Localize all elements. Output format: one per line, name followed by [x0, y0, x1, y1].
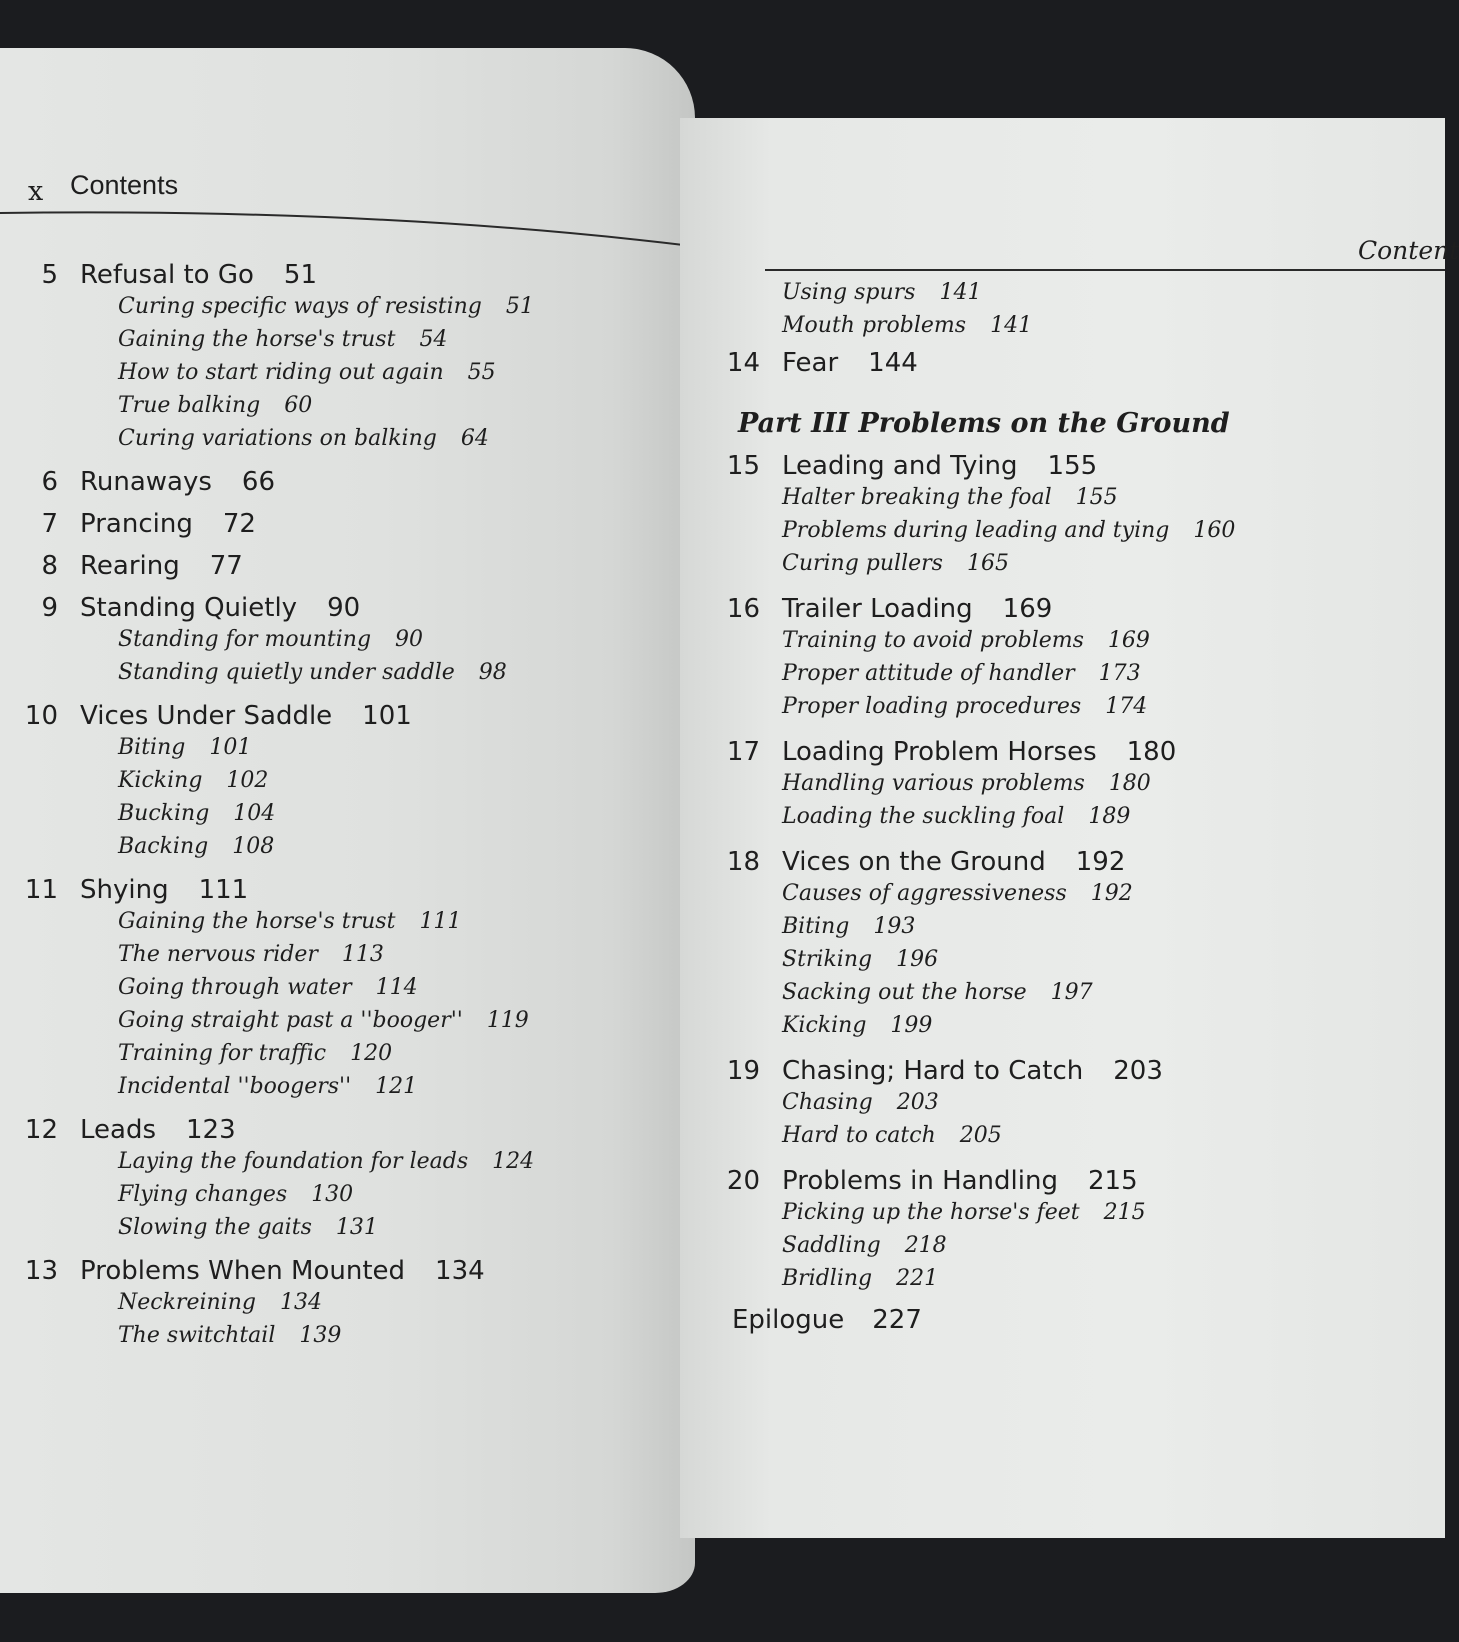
- chapter-page: 90: [327, 593, 361, 623]
- chapter-title: Vices on the Ground: [782, 847, 1046, 877]
- subentry-title: Going straight past a ''booger'': [118, 1008, 463, 1033]
- toc-subentry: [782, 767, 1440, 800]
- subentry-title: Proper attitude of handler: [782, 661, 1075, 686]
- toc-subentry: [782, 943, 1440, 976]
- toc-subentry: [782, 1119, 1440, 1152]
- toc-chapter: [720, 594, 1440, 624]
- subentry-title: Gaining the horse's trust: [118, 909, 396, 934]
- chapter-title: Runaways: [80, 467, 212, 497]
- chapter-page: 203: [1113, 1056, 1163, 1086]
- toc-subentry: [118, 1211, 678, 1244]
- toc-subentry: [782, 690, 1440, 723]
- subentry-title: The nervous rider: [118, 942, 318, 967]
- toc-chapter: [720, 451, 1440, 481]
- toc-subentry: [118, 1145, 678, 1178]
- toc-subentry: [118, 971, 678, 1004]
- subentry-title: Proper loading procedures: [782, 694, 1082, 719]
- toc-subentry: [782, 657, 1440, 690]
- running-head: Contents: [70, 170, 179, 200]
- toc-subentry: [118, 656, 678, 689]
- toc-subentry: [118, 938, 678, 971]
- chapter-number: 17: [726, 737, 760, 767]
- subentry-title: Curing pullers: [782, 551, 943, 576]
- toc-subentry: [782, 1262, 1440, 1295]
- subentry-title: Saddling: [782, 1233, 881, 1258]
- subentry-page: 180: [1108, 771, 1151, 796]
- epilogue-title: Epilogue: [732, 1305, 845, 1335]
- subentry-title: Standing for mounting: [118, 627, 372, 652]
- chapter-number: 14: [726, 348, 760, 378]
- toc-chapter: [18, 593, 678, 623]
- subentry-title: How to start riding out again: [118, 360, 444, 385]
- toc-chapter-block: [18, 1256, 678, 1352]
- toc-subentry: [118, 290, 678, 323]
- toc-chapter-block: [720, 1166, 1440, 1295]
- subentry-page: 199: [890, 1013, 933, 1038]
- subentry-page: 131: [335, 1215, 378, 1240]
- subentry-title: Bucking: [118, 801, 210, 826]
- chapter-number: 19: [726, 1056, 760, 1086]
- toc-subentry: [118, 623, 678, 656]
- chapter-title: Leads: [80, 1115, 157, 1145]
- toc-chapter-block: [720, 737, 1440, 833]
- subentry-title: Sacking out the horse: [782, 980, 1027, 1005]
- chapter-number: 16: [726, 594, 760, 624]
- chapter-page: 155: [1047, 451, 1098, 481]
- subentry-page: 101: [209, 735, 252, 760]
- toc-subentry: [782, 1009, 1440, 1042]
- subentry-title: Handling various problems: [782, 771, 1085, 796]
- subentry-page: 169: [1107, 628, 1150, 653]
- subentry-page: 215: [1103, 1200, 1146, 1225]
- toc-subentry: [118, 830, 678, 863]
- continued-entries: [720, 276, 1440, 342]
- subentry-title: Kicking: [782, 1013, 867, 1038]
- subentry-title: Biting: [118, 735, 186, 760]
- chapter-page: 72: [222, 509, 256, 539]
- subentry-page: 197: [1050, 980, 1093, 1005]
- subentry-page: 192: [1090, 881, 1133, 906]
- toc-chapter-block: [18, 1115, 678, 1244]
- subentry-page: 189: [1088, 804, 1131, 829]
- toc-subentry: [782, 309, 1440, 342]
- subentry-page: 205: [959, 1123, 1002, 1148]
- chapter-title: Refusal to Go: [80, 260, 254, 290]
- toc-subentry: [118, 731, 678, 764]
- toc-subentry: [782, 1086, 1440, 1119]
- toc-chapter-block: [18, 593, 678, 689]
- header-rule: [765, 269, 1445, 271]
- subentry-title: Biting: [782, 914, 850, 939]
- chapter-title: Loading Problem Horses: [782, 737, 1097, 767]
- subentry-page: 119: [486, 1008, 529, 1033]
- toc-subentry: [782, 800, 1440, 833]
- subentry-page: 124: [492, 1149, 535, 1174]
- toc-subentry: [118, 905, 678, 938]
- chapter-page: 51: [283, 260, 318, 290]
- chapter-number: 13: [24, 1256, 58, 1286]
- subentry-page: 141: [939, 280, 982, 305]
- subentry-page: 120: [350, 1041, 393, 1066]
- toc-subentry: [118, 1070, 678, 1103]
- chapter-number: 5: [41, 260, 58, 290]
- toc-chapter: [720, 847, 1440, 877]
- toc-subentry: [118, 1037, 678, 1070]
- toc-chapter-block: [18, 701, 678, 863]
- subentry-title: Kicking: [118, 768, 203, 793]
- subentry-title: Incidental ''boogers'': [118, 1074, 352, 1099]
- toc-right: [720, 276, 1440, 1335]
- subentry-page: 104: [233, 801, 276, 826]
- subentry-title: Training to avoid problems: [782, 628, 1084, 653]
- subentry-page: 130: [311, 1182, 354, 1207]
- toc-chapter-block: [18, 875, 678, 1103]
- toc-subentry: [118, 356, 678, 389]
- toc-subentry: [118, 422, 678, 455]
- chapter-title: Shying: [80, 875, 169, 905]
- subentry-page: 155: [1075, 485, 1118, 510]
- chapter-number: 9: [41, 593, 58, 623]
- toc-subentry: [118, 1319, 678, 1352]
- subentry-page: 55: [467, 360, 496, 385]
- toc-chapter: [720, 1166, 1440, 1196]
- chapter-title: Standing Quietly: [80, 593, 298, 623]
- left-page: [0, 48, 695, 1593]
- subentry-title: Chasing: [782, 1090, 873, 1115]
- subentry-title: Going through water: [118, 975, 352, 1000]
- part-heading: Part III Problems on the Ground: [738, 408, 1230, 439]
- toc-subentry: [118, 797, 678, 830]
- toc-chapter: [720, 1056, 1440, 1086]
- subentry-title: Curing specific ways of resisting: [118, 294, 482, 319]
- subentry-page: 221: [896, 1266, 939, 1291]
- subentry-page: 64: [460, 426, 489, 451]
- subentry-page: 218: [904, 1233, 947, 1258]
- toc-subentry: [118, 764, 678, 797]
- chapter-title: Prancing: [80, 509, 193, 539]
- subentry-page: 174: [1105, 694, 1148, 719]
- subentry-title: Mouth problems: [782, 313, 967, 338]
- subentry-page: 113: [341, 942, 384, 967]
- subentry-title: Using spurs: [782, 280, 916, 305]
- toc-chapter: [18, 551, 678, 581]
- right-page: [680, 118, 1459, 1538]
- toc-subentry: [782, 877, 1440, 910]
- subentry-page: 193: [873, 914, 916, 939]
- subentry-title: Neckreining: [118, 1290, 256, 1315]
- chapter-number: 18: [726, 847, 760, 877]
- toc-subentry: [782, 481, 1440, 514]
- subentry-page: 160: [1193, 518, 1236, 543]
- page-number: x: [28, 176, 44, 207]
- subentry-title: Problems during leading and tying: [782, 518, 1170, 543]
- subentry-page: 108: [232, 834, 275, 859]
- chapter-number: 11: [24, 875, 58, 905]
- subentry-page: 111: [419, 909, 462, 934]
- toc-subentry: [782, 1229, 1440, 1262]
- toc-chapter-block: [720, 847, 1440, 1042]
- toc-subentry: [118, 323, 678, 356]
- toc-chapter-block: [18, 260, 678, 455]
- toc-chapter: [18, 1115, 678, 1145]
- subentry-page: 102: [226, 768, 269, 793]
- chapter-title: Rearing: [80, 551, 180, 581]
- chapter-page: 215: [1087, 1166, 1138, 1196]
- subentry-page: 51: [505, 294, 534, 319]
- toc-subentry: [782, 624, 1440, 657]
- subentry-page: 90: [395, 627, 424, 652]
- subentry-title: Standing quietly under saddle: [118, 660, 455, 685]
- subentry-page: 165: [966, 551, 1009, 576]
- chapter-title: Trailer Loading: [782, 594, 973, 624]
- subentry-title: Flying changes: [118, 1182, 288, 1207]
- toc-chapter-block: [720, 1056, 1440, 1152]
- subentry-title: Curing variations on balking: [118, 426, 437, 451]
- toc-subentry: [118, 1178, 678, 1211]
- chapter-number: 20: [726, 1166, 760, 1196]
- subentry-title: Hard to catch: [782, 1123, 936, 1148]
- chapter-number: 10: [24, 701, 58, 731]
- subentry-page: 139: [299, 1323, 342, 1348]
- toc-chapter: [18, 875, 678, 905]
- subentry-title: Loading the suckling foal: [782, 804, 1065, 829]
- chapter-page: 169: [1002, 594, 1053, 624]
- chapter-title: Problems in Handling: [782, 1166, 1058, 1196]
- subentry-page: 196: [896, 947, 939, 972]
- chapter-title: Chasing; Hard to Catch: [782, 1056, 1084, 1086]
- toc-subentry: [782, 1196, 1440, 1229]
- toc-left: [18, 216, 678, 1352]
- subentry-title: True balking: [118, 393, 261, 418]
- subentry-page: 141: [990, 313, 1033, 338]
- running-head: Content: [1358, 236, 1459, 265]
- epilogue-page: 227: [872, 1305, 922, 1335]
- subentry-title: The switchtail: [118, 1323, 276, 1348]
- chapter-number: 15: [726, 451, 760, 481]
- subentry-title: Causes of aggressiveness: [782, 881, 1067, 906]
- right-chapters: [720, 451, 1440, 1295]
- toc-chapter: [18, 509, 678, 539]
- chapter-page: 111: [198, 875, 249, 905]
- toc-subentry: [782, 910, 1440, 943]
- subentry-page: 98: [478, 660, 507, 685]
- chapter-page: 144: [868, 348, 918, 378]
- chapter-page: 134: [435, 1256, 485, 1286]
- subentry-page: 173: [1098, 661, 1141, 686]
- subentry-page: 203: [896, 1090, 939, 1115]
- subentry-page: 121: [375, 1074, 418, 1099]
- chapter-number: 7: [41, 509, 58, 539]
- toc-subentry: [782, 276, 1440, 309]
- chapter-number: 6: [41, 467, 58, 497]
- toc-epilogue: [732, 1305, 1440, 1335]
- toc-subentry: [118, 1286, 678, 1319]
- toc-chapter: [18, 260, 678, 290]
- chapter-page: 192: [1075, 847, 1126, 877]
- toc-chapter-block: [18, 509, 678, 539]
- toc-chapter: [720, 348, 1440, 378]
- subentry-title: Laying the foundation for leads: [118, 1149, 469, 1174]
- toc-subentry: [782, 976, 1440, 1009]
- toc-chapter-block: [720, 451, 1440, 580]
- subentry-title: Slowing the gaits: [118, 1215, 312, 1240]
- subentry-title: Bridling: [782, 1266, 873, 1291]
- chapter-title: Vices Under Saddle: [80, 701, 333, 731]
- toc-chapter: [18, 1256, 678, 1286]
- toc-chapter-block: [18, 467, 678, 497]
- toc-subentry: [118, 1004, 678, 1037]
- subentry-title: Backing: [118, 834, 209, 859]
- toc-chapter-block: [18, 551, 678, 581]
- chapter-page: 77: [209, 551, 243, 581]
- chapter-title: Fear: [782, 348, 839, 378]
- subentry-page: 134: [279, 1290, 322, 1315]
- toc-chapter: [720, 737, 1440, 767]
- chapter-page: 123: [186, 1115, 236, 1145]
- chapter-page: 66: [241, 467, 276, 497]
- chapter-title: Problems When Mounted: [80, 1256, 406, 1286]
- subentry-title: Picking up the horse's feet: [782, 1200, 1080, 1225]
- subentry-title: Gaining the horse's trust: [118, 327, 396, 352]
- subentry-title: Training for traffic: [118, 1041, 327, 1066]
- toc-subentry: [782, 514, 1440, 547]
- toc-chapter: [18, 701, 678, 731]
- chapter-title: Leading and Tying: [782, 451, 1018, 481]
- toc-subentry: [118, 389, 678, 422]
- chapter-page: 101: [362, 701, 412, 731]
- subentry-page: 114: [375, 975, 418, 1000]
- subentry-title: Striking: [782, 947, 873, 972]
- subentry-page: 60: [284, 393, 313, 418]
- subentry-page: 54: [419, 327, 448, 352]
- toc-subentry: [782, 547, 1440, 580]
- chapter-number: 8: [41, 551, 58, 581]
- chapter-number: 12: [24, 1115, 58, 1145]
- subentry-title: Halter breaking the foal: [782, 485, 1052, 510]
- chapter-page: 180: [1126, 737, 1177, 767]
- toc-chapter-block: [720, 594, 1440, 723]
- toc-chapter: [18, 467, 678, 497]
